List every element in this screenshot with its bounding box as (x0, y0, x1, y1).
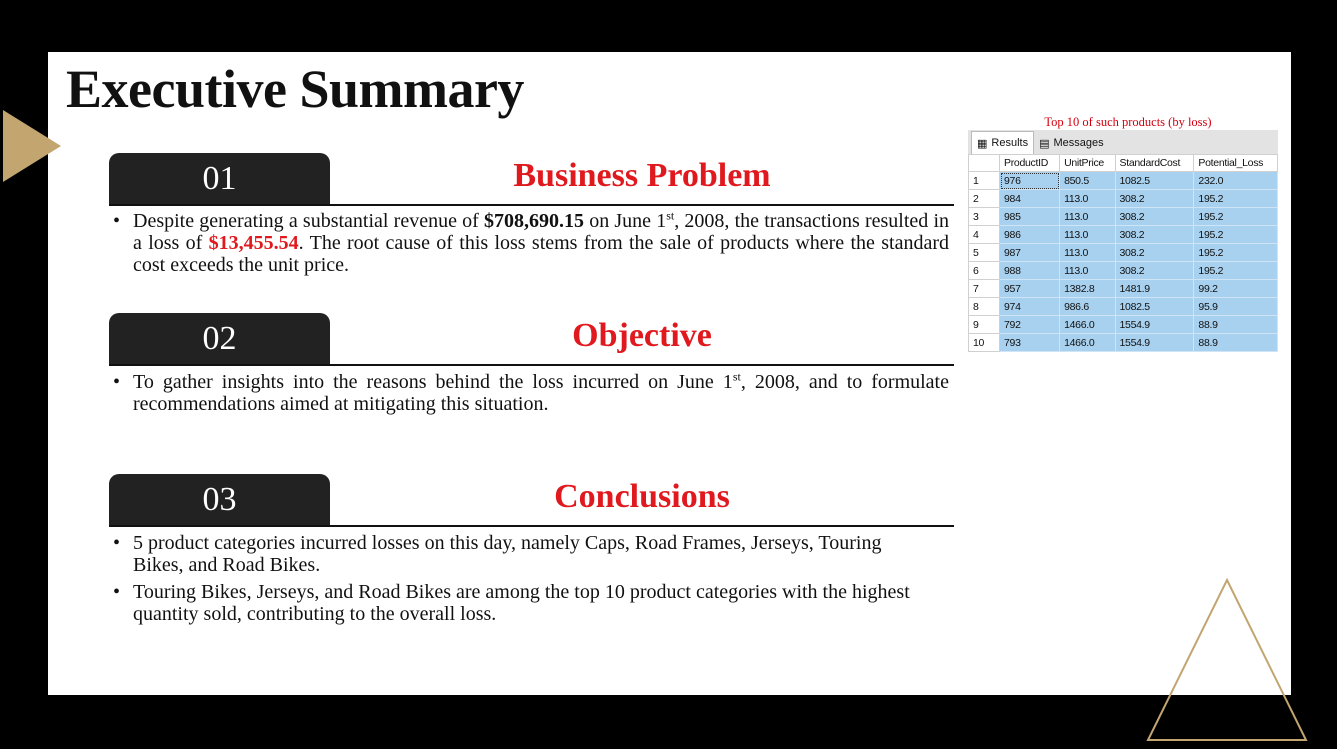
table-cell[interactable]: 308.2 (1115, 244, 1194, 262)
table-cell[interactable]: 113.0 (1060, 190, 1115, 208)
superscript: st (732, 369, 741, 384)
table-cell[interactable]: 195.2 (1194, 262, 1278, 280)
results-grid (968, 154, 1278, 352)
results-tab-bar (968, 130, 1278, 154)
row-number[interactable]: 10 (969, 334, 1000, 352)
revenue-value: $708,690.15 (484, 210, 584, 232)
tab-label: Results (991, 137, 1029, 149)
conclusions-list (113, 532, 933, 630)
text-segment: . The root cause of this loss stems from the sale of products where the standard cost exceeds the unit price. (133, 232, 950, 276)
row-number[interactable]: 4 (969, 226, 1000, 244)
tab-label: Messages (1053, 137, 1104, 149)
table-cell[interactable]: 957 (1000, 280, 1060, 298)
table-cell[interactable]: 113.0 (1060, 208, 1115, 226)
table-cell[interactable]: 308.2 (1115, 208, 1194, 226)
table-cell[interactable]: 95.9 (1194, 298, 1278, 316)
section-number-01: 01 (109, 153, 330, 205)
loss-value: $13,455.54 (208, 232, 299, 254)
table-cell[interactable]: 308.2 (1115, 262, 1194, 280)
text-segment: To gather insights into the reasons behind the loss incurred on June 1 (133, 371, 733, 393)
messages-icon: ▤ (1039, 137, 1050, 150)
table-row[interactable] (969, 262, 1278, 280)
table-row[interactable] (969, 190, 1278, 208)
table-cell[interactable]: 195.2 (1194, 226, 1278, 244)
column-header[interactable]: ProductID (1000, 155, 1060, 172)
table-cell[interactable]: 988 (1000, 262, 1060, 280)
table-cell[interactable]: 1466.0 (1060, 334, 1115, 352)
text-segment: , 2008, the transactions resulted in a loss of (133, 210, 950, 254)
business-problem-list (113, 210, 949, 281)
section-divider (109, 364, 954, 366)
table-row[interactable] (969, 244, 1278, 262)
table-cell[interactable]: 113.0 (1060, 262, 1115, 280)
table-cell[interactable]: 986.6 (1060, 298, 1115, 316)
text-segment: on June 1 (589, 210, 667, 232)
list-item: • 5 product categories incurred losses on this day, namely Caps, Road Frames, Jerseys, Touring Bikes, and Road Bikes. (113, 532, 933, 576)
grid-icon: ▦ (977, 137, 988, 150)
column-header[interactable]: UnitPrice (1060, 155, 1115, 172)
column-header[interactable]: Potential_Loss (1194, 155, 1278, 172)
table-row[interactable] (969, 298, 1278, 316)
column-header[interactable]: StandardCost (1115, 155, 1194, 172)
table-cell[interactable]: 195.2 (1194, 244, 1278, 262)
tab-results[interactable] (971, 131, 1034, 154)
table-cell[interactable]: 974 (1000, 298, 1060, 316)
row-number-header[interactable] (969, 155, 1000, 172)
table-cell[interactable]: 1466.0 (1060, 316, 1115, 334)
table-cell[interactable]: 1554.9 (1115, 316, 1194, 334)
query-results-panel (968, 114, 1278, 352)
table-cell[interactable]: 985 (1000, 208, 1060, 226)
row-number[interactable]: 5 (969, 244, 1000, 262)
row-number[interactable]: 6 (969, 262, 1000, 280)
list-item (113, 371, 949, 415)
table-cell[interactable]: 850.5 (1060, 172, 1115, 190)
row-number[interactable]: 8 (969, 298, 1000, 316)
table-cell[interactable]: 984 (1000, 190, 1060, 208)
table-cell[interactable]: 793 (1000, 334, 1060, 352)
results-grid-body (969, 172, 1278, 352)
table-row[interactable] (969, 334, 1278, 352)
table-cell[interactable]: 986 (1000, 226, 1060, 244)
objective-list (113, 371, 949, 420)
table-cell[interactable]: 1554.9 (1115, 334, 1194, 352)
list-item: • Touring Bikes, Jerseys, and Road Bikes are among the top 10 product categories with the highest quantity sold, contributing to the overall loss. (113, 581, 933, 625)
page-title: Executive Summary (66, 59, 524, 119)
table-row[interactable] (969, 226, 1278, 244)
table-cell[interactable]: 308.2 (1115, 226, 1194, 244)
row-number[interactable]: 2 (969, 190, 1000, 208)
section-heading-business-problem: Business Problem (513, 157, 771, 194)
table-cell[interactable]: 99.2 (1194, 280, 1278, 298)
section-heading-conclusions: Conclusions (554, 478, 730, 515)
section-number-03: 03 (109, 474, 330, 526)
table-row[interactable] (969, 316, 1278, 334)
text-segment: , 2008, and to formulate recommendations aimed at mitigating this situation. (133, 371, 949, 415)
row-number[interactable]: 7 (969, 280, 1000, 298)
section-divider (109, 204, 954, 206)
row-number[interactable]: 1 (969, 172, 1000, 190)
table-cell[interactable]: 195.2 (1194, 190, 1278, 208)
list-item (113, 210, 949, 276)
table-cell[interactable]: 308.2 (1115, 190, 1194, 208)
play-triangle-icon (3, 110, 61, 182)
table-cell[interactable]: 1382.8 (1060, 280, 1115, 298)
results-caption: Top 10 of such products (by loss) (1044, 115, 1212, 129)
table-cell[interactable]: 232.0 (1194, 172, 1278, 190)
row-number[interactable]: 9 (969, 316, 1000, 334)
text-segment: Despite generating a substantial revenue of (133, 210, 479, 232)
table-row[interactable] (969, 280, 1278, 298)
table-cell[interactable]: 88.9 (1194, 316, 1278, 334)
header-row (969, 155, 1278, 172)
section-divider (109, 525, 954, 527)
table-row[interactable] (969, 172, 1278, 190)
table-row[interactable] (969, 208, 1278, 226)
table-cell[interactable]: 113.0 (1060, 226, 1115, 244)
table-cell[interactable]: 88.9 (1194, 334, 1278, 352)
table-cell[interactable]: 792 (1000, 316, 1060, 334)
table-cell[interactable]: 195.2 (1194, 208, 1278, 226)
outline-triangle-icon (1146, 576, 1310, 744)
tab-messages[interactable] (1034, 132, 1109, 154)
superscript: st (666, 208, 675, 223)
section-number-02: 02 (109, 313, 330, 365)
table-cell[interactable]: 113.0 (1060, 244, 1115, 262)
table-cell[interactable]: 976 (1000, 172, 1060, 190)
section-heading-objective: Objective (572, 317, 712, 354)
row-number[interactable]: 3 (969, 208, 1000, 226)
table-cell[interactable]: 1481.9 (1115, 280, 1194, 298)
table-cell[interactable]: 1082.5 (1115, 172, 1194, 190)
table-cell[interactable]: 987 (1000, 244, 1060, 262)
table-cell[interactable]: 1082.5 (1115, 298, 1194, 316)
